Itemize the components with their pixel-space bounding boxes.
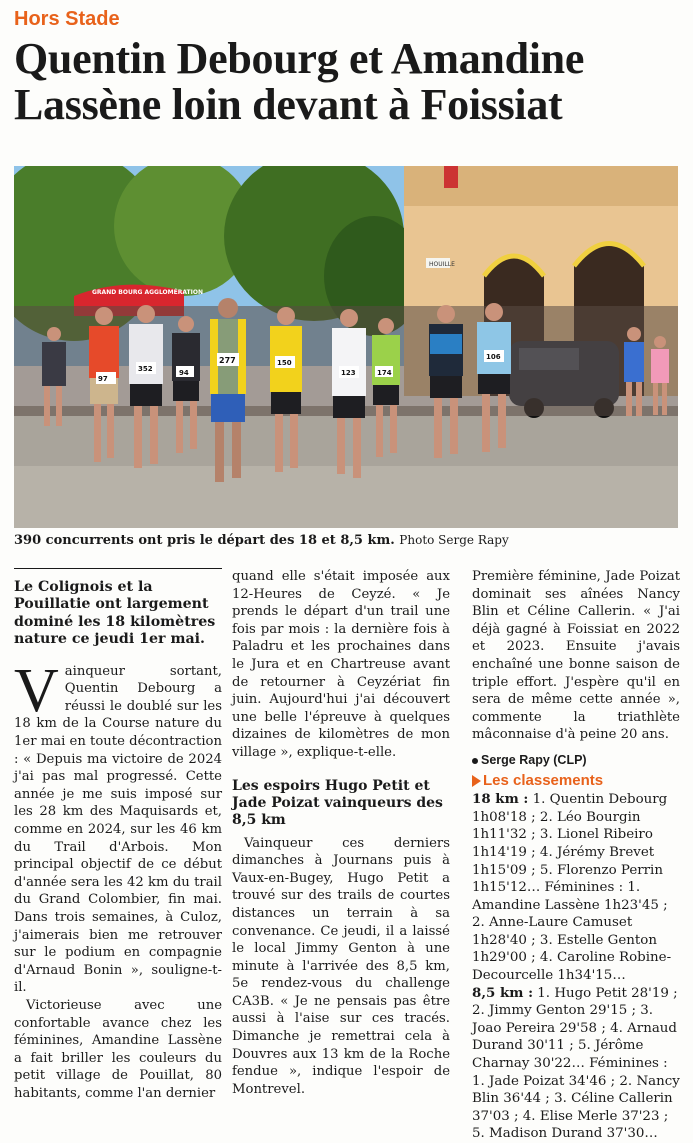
standfirst: Le Colignois et la Pouillatie ont largement dominé les 18 kilomètres nature ce jeudi 1er mai. [14, 579, 216, 648]
caption-text: 390 concurrents ont pris le départ des 18 et 8,5 km. [14, 533, 395, 548]
subheading: Les espoirs Hugo Petit et Jade Poizat vainqueurs des 8,5 km [232, 777, 443, 828]
bib: 97 [98, 375, 108, 383]
bib: 150 [277, 359, 292, 367]
bib: 352 [138, 365, 153, 373]
article-column-2 [232, 568, 450, 1098]
article-paragraph-continued: Première féminine, Jade Poizat dominait ses aînées Nancy Blin et Céline Callerin. « J'ai déjà gagné à Foissiat en 2022 et 2023. Ensuite j'avais enchaîné une bonne saison de triple effort. J'espère qu'il en sera de même cette année », commente la triathlète mâconnaise d'à peine 20 ans. [472, 569, 680, 743]
arch-banner: GRAND BOURG AGGLOMÉRATION [92, 289, 203, 296]
bib: 174 [377, 369, 392, 377]
bullet-icon [472, 758, 478, 764]
street-sign: HOUILLE [429, 261, 455, 268]
drop-cap: V [14, 656, 59, 725]
results-label: 18 km : [472, 791, 529, 808]
results-8-5km: 8,5 km : 1. Hugo Petit 28'19 ; 2. Jimmy Genton 29'15 ; 3. Joao Pereira 29'58 ; 4. Arnaud Durand 30'11 ; 5. Jérôme Charnay 30'22… Féminines : 1. Jade Poizat 34'46 ; 2. Nancy Blin 36'44 ; 3. Céline Callerin 37'03 ; 4. Elise Merle 37'23 ; 5. Madison Durand 37'30… [472, 984, 680, 1142]
bib: 106 [486, 353, 501, 361]
article-paragraph: Vainqueur ces derniers dimanches à Journans puis à Vaux-en-Bugey, Hugo Petit a trouvé sur des trails de courtes distances un terrain à sa convenance. Ce jeudi, il a laissé le local Jimmy Genton à une minute à l'arrivée des 8,5 km, 5e rendez-vous du challenge CA3B. « Je ne pensais pas être aussi à l'aise sur ces tracés. Dimanche je remettrai cela à Douvres aux 13 km de la Roche fendue », indique l'espoir de Montrevel. [232, 835, 450, 1097]
column-rule [14, 568, 222, 569]
bib: 94 [179, 369, 189, 377]
headline: Quentin Debourg et Amandine Lassène loin devant à Foissiat [14, 34, 585, 129]
race-start-photo [14, 166, 678, 528]
article-paragraph: Victorieuse avec une confortable avance chez les féminines, Amandine Lassène a fait briller les couleurs du petit village de Pouillat, 80 habitants, comme l'an dernier [14, 997, 222, 1101]
photo-credit: Photo Serge Rapy [399, 533, 509, 547]
results-heading: Les classements [472, 772, 680, 790]
photo-caption [14, 533, 509, 548]
triangle-arrow-icon [472, 775, 481, 787]
results-18km: 18 km : 1. Quentin Debourg 1h08'18 ; 2. Léo Bourgin 1h11'32 ; 3. Lionel Ribeiro 1h14'19 ; 4. Jérémy Brevet 1h15'09 ; 5. Florenzo Perrin 1h15'12… Féminines : 1. Amandine Lassène 1h23'45 ; 2. Anne-Laure Camuset 1h28'40 ; 3. Estelle Genton 1h29'00 ; 4. Caroline Robine-Decourcelle 1h34'15… [472, 791, 672, 984]
bib: 277 [219, 356, 236, 365]
article-paragraph-continued: quand elle s'était imposée aux 12-Heures de Ceyzé. « Je prends le départ d'un trail une fois par mois : la dernière fois à Paladru et les prochaines dans le Jura et en Chartreuse avant de retourner à Ceyzériat fin juin. Aujourd'hui j'ai découvert une belle l'épreuve à quelques dizaines de kilomètres de mon village », explique-t-elle. [232, 569, 450, 760]
bib: 123 [341, 369, 356, 377]
article-paragraph [14, 656, 222, 997]
article-column-3 [472, 568, 680, 1143]
byline [472, 752, 680, 770]
article-column-1 [14, 568, 222, 1102]
paragraph-text: ainqueur sortant, Quentin Debourg a réussi le doublé sur les 18 km de la Course nature du 1er mai en toute décontraction : « Depuis ma victoire de 2024 j'ai pas mal progressé. Cette année je me suis imposé sur les 28 km des Maquisards et, comme en 2024, sur les 46 km du Trail d'Arbois. Mon principal objectif de ce début d'année sera les 42 km du trail du Grand Colombier, fin mai. Dans trois semaines, à Culoz, j'aimerais bien me retrouver sur le podium en compagnie d'Arnaud Bonin », souligne-t-il. [14, 663, 222, 996]
author: Serge Rapy (CLP) [481, 752, 587, 767]
results-label: 8,5 km : [472, 984, 534, 1001]
section-rubric: Hors Stade [14, 8, 120, 30]
